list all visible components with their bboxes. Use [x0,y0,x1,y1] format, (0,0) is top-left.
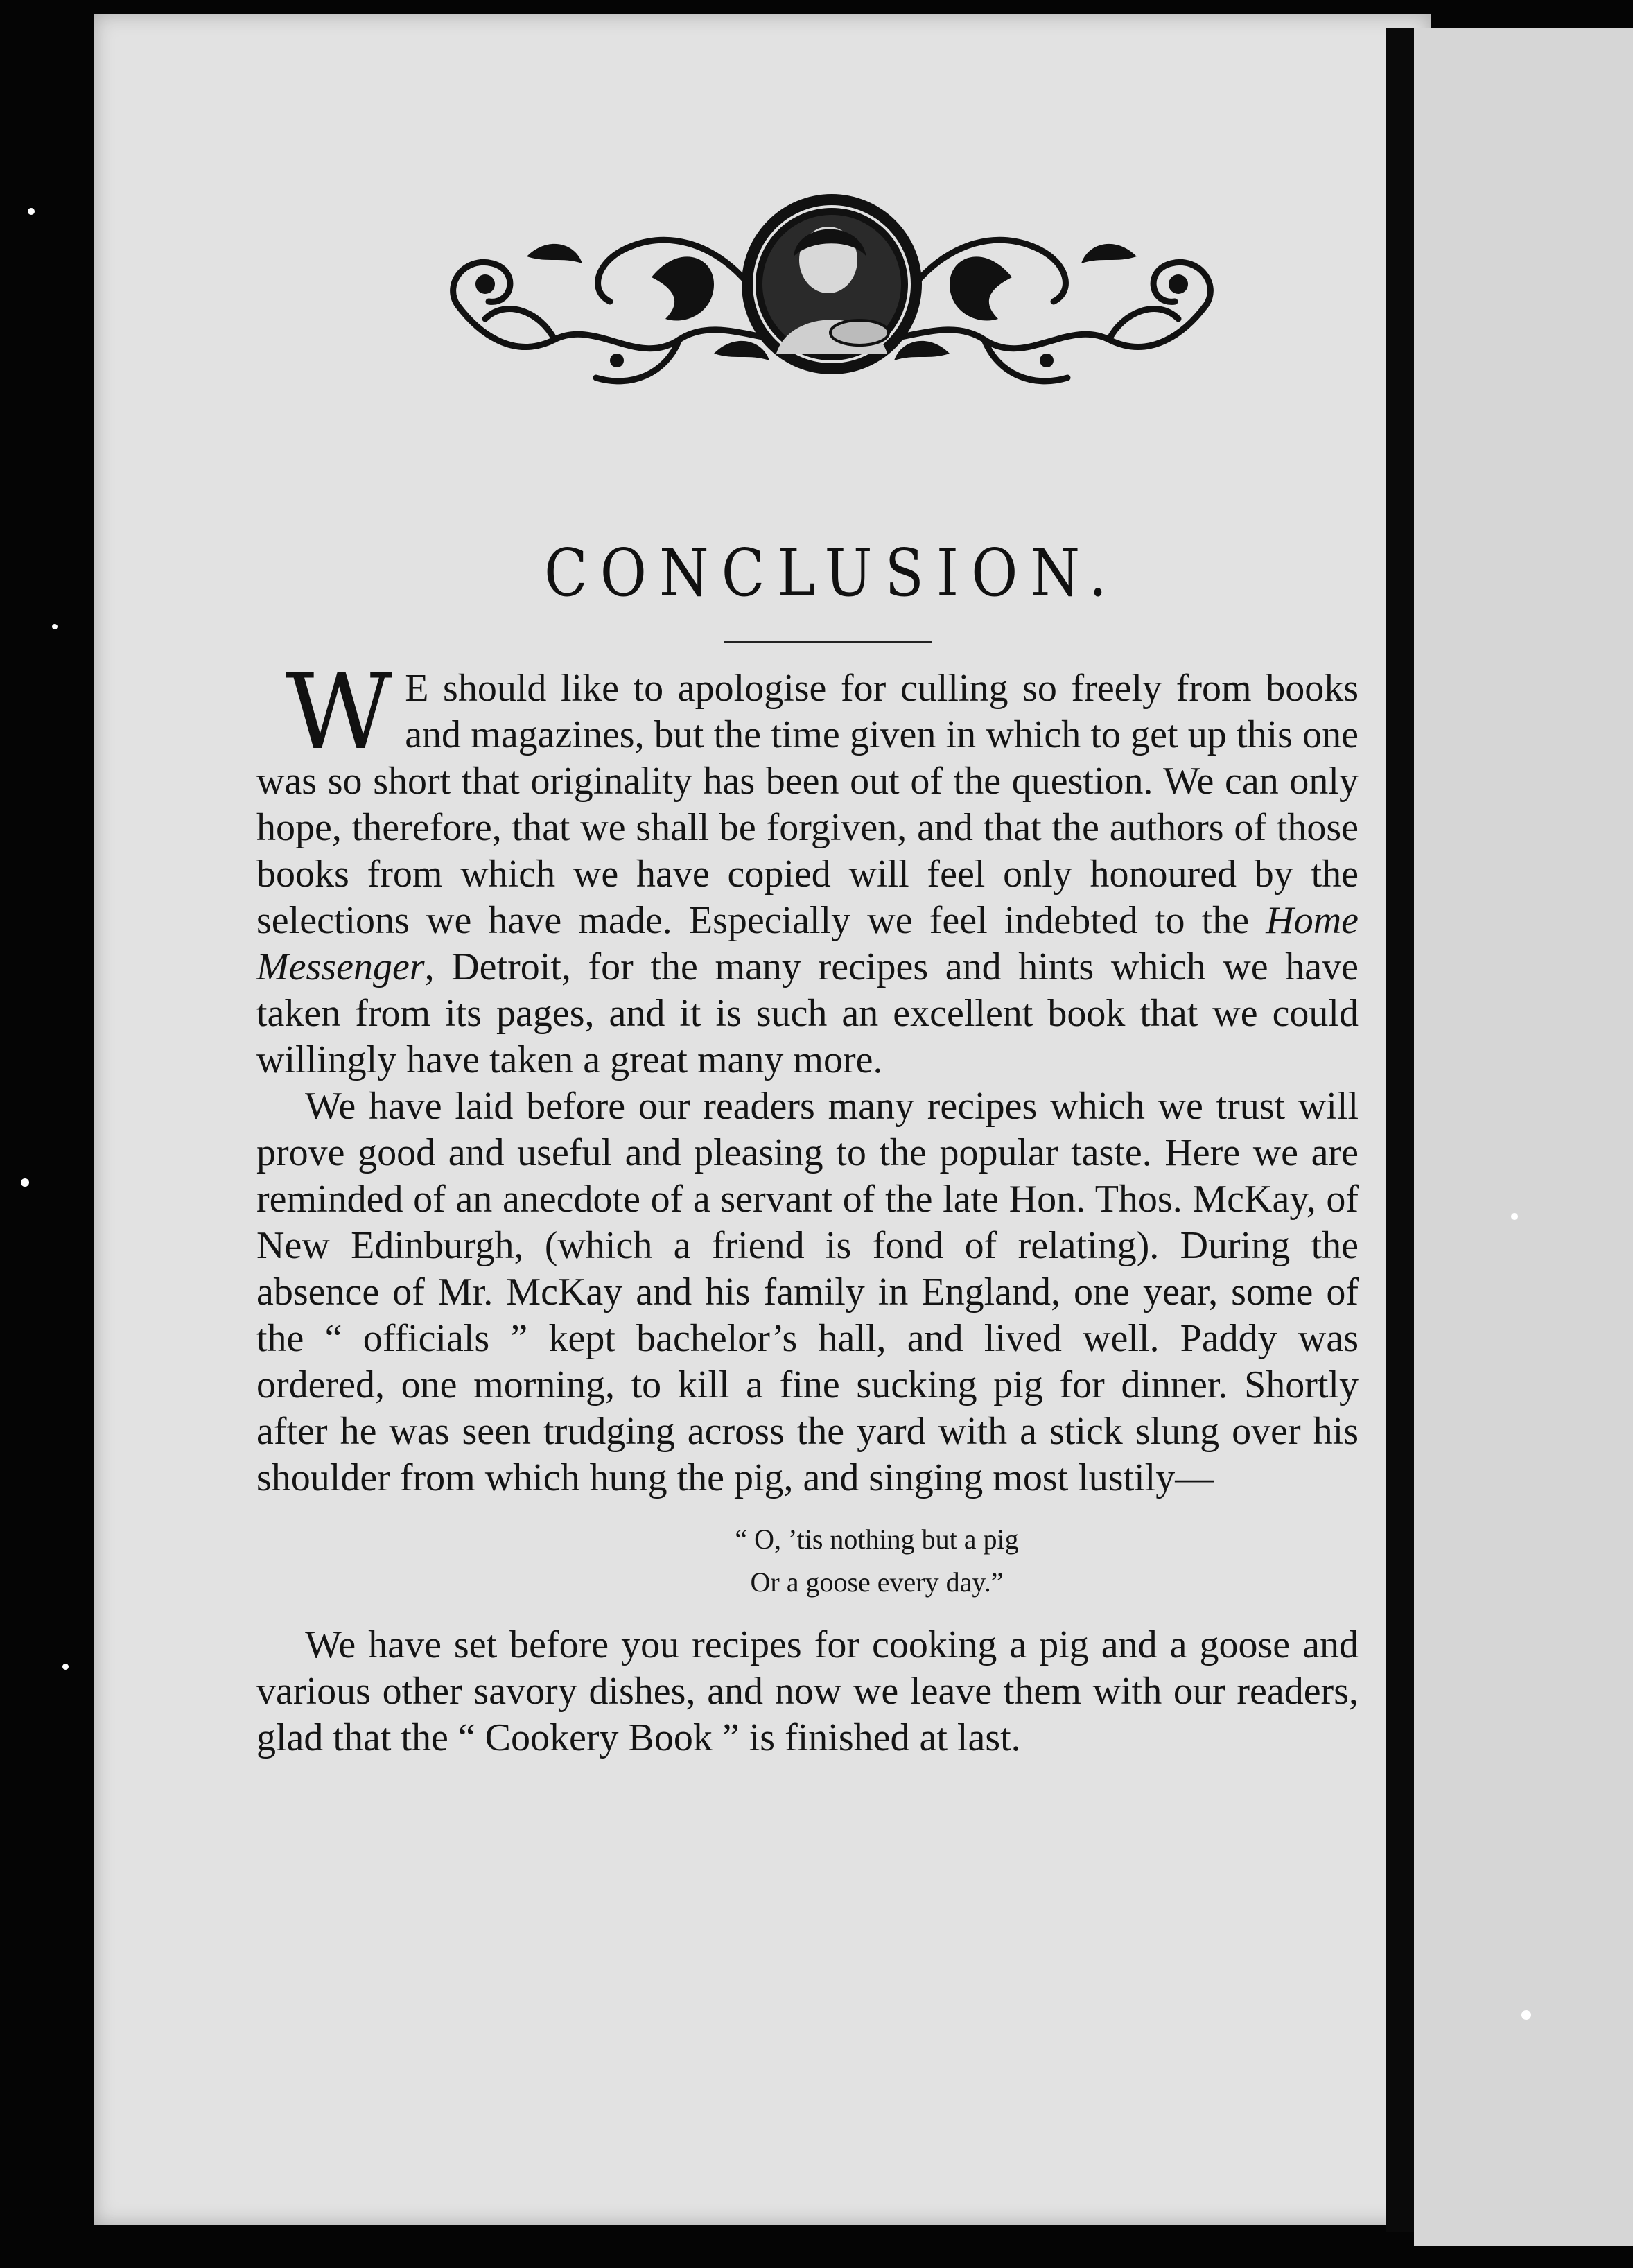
title-rule [724,641,932,643]
adjacent-page-edge [1414,28,1633,2246]
paragraph-1-text-end: , Detroit, for the many recipes and hints which we have taken from its pages, and it is such an excellent book that we could willingly have taken a great many more. [256,945,1359,1081]
conclusion-body [256,652,1359,1761]
paragraph-1-text: E should like to apologise for culling so freely from books and magazines, but the time given in which to get up this one was so short that originality has been out of the question. We can only hope, therefore, that we shall be forgiven, and that the authors of those books from which we have copied will feel only honoured by the selections we have made. Especially we feel indebted to the [256,667,1359,942]
paragraph-3: We have set before you recipes for cooking a pig and a goose and various other savory dishes, and now we leave them with our readers, glad that the “ Cookery Book ” is finished at last. [256,1623,1359,1759]
page-gutter [1386,28,1414,2232]
scan-speck [62,1664,69,1670]
paragraph-2: We have laid before our readers many recipes which we trust will prove good and useful and pleasing to the popular taste. Here we are reminded of an anecdote of a servant of the late Hon. Thos. McKay, of New Edinburgh, (which a friend is fond of relating). During the absence of Mr. McKay and his family in England, one year, some of the “ officials ” kept bachelor’s hall, and lived well. Paddy was ordered, one morning, to kill a fine sucking pig for dinner. Shortly after he was seen trudging across the yard with a stick slung over his shoulder from which hung the pig, and singing most lustily— [256,1085,1359,1499]
verse-quote [256,1518,1359,1604]
paragraph-1 [256,652,1359,1083]
publication-title: Home Messenger [256,899,1359,988]
scan-speck [52,624,58,629]
scan-speck [21,1178,29,1187]
page-title: CONCLUSION. [544,535,1119,612]
drop-cap: W [286,652,393,773]
scan-speck [1521,2010,1531,2020]
verse-line-2: Or a goose every day.” [750,1567,1004,1598]
scan-speck [1511,1213,1518,1220]
headpiece-ornament-icon [388,180,1282,395]
verse-line-1: “ O, ’tis nothing but a pig [735,1524,1019,1555]
scan-speck [28,208,35,215]
